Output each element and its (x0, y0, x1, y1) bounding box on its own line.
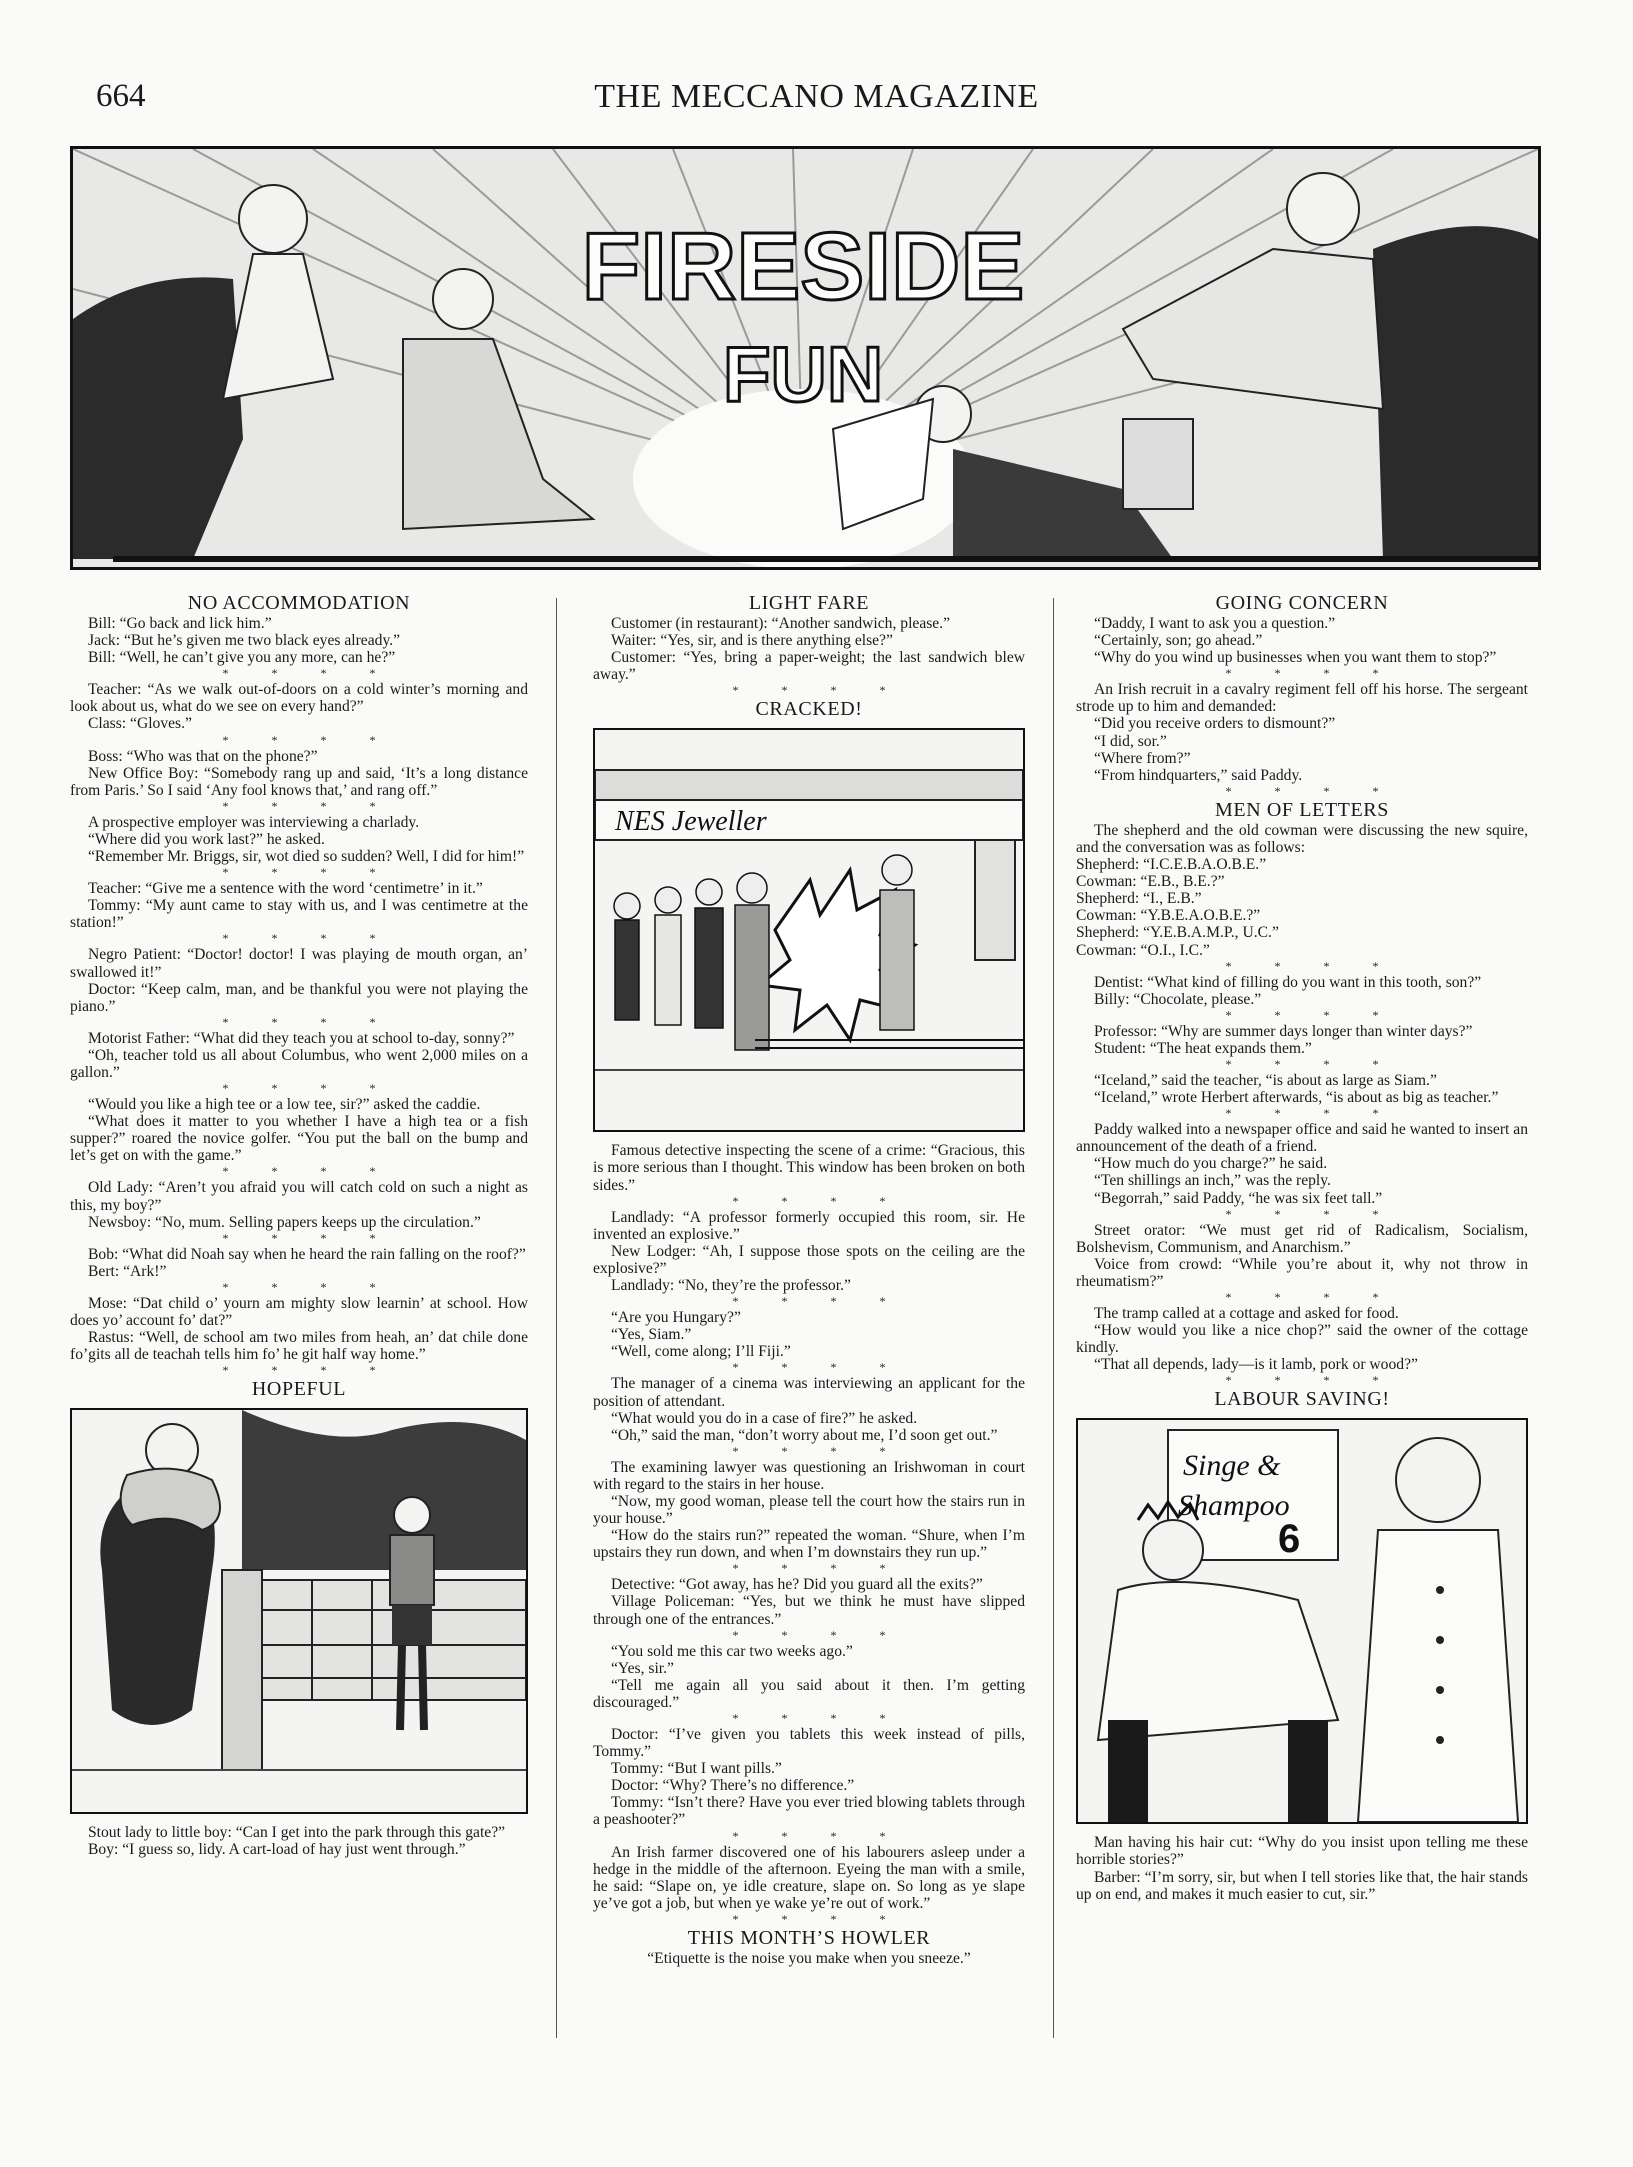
joke-line: Cowman: “E.B., B.E.?” (1076, 873, 1225, 891)
joke-line: Class: “Gloves.” (88, 715, 192, 733)
star-divider: * * * * (732, 1711, 906, 1725)
column-rule-2 (1053, 598, 1054, 2038)
radio-set (1123, 419, 1193, 509)
star-divider: * * * * (222, 732, 396, 747)
star-divider: * * * * (1225, 1007, 1399, 1022)
joke-line: “Tell me again all you said about it then. I’m getting discouraged.” (593, 1676, 1025, 1711)
howler-text: “Etiquette is the noise you make when you sneeze.” (647, 1949, 971, 1967)
joke-line: “I did, sor.” (1094, 732, 1167, 750)
joke-line: Paddy walked into a newspaper office and said he wanted to insert an announcement of the death of a friend. (1076, 1121, 1528, 1156)
joke-line: Boss: “Who was that on the phone?” (88, 747, 318, 765)
joke-line: “Certainly, son; go ahead.” (1094, 632, 1263, 650)
joke-line: Bert: “Ark!” (88, 1262, 167, 1280)
column-2 (593, 592, 1025, 1967)
joke-line: Teacher: “As we walk out-of-doors on a cold winter’s morning and look about us, what do we see on every hand?” (70, 681, 528, 716)
joke-line: “How would you like a nice chop?” said the owner of the cottage kindly. (1076, 1322, 1528, 1357)
joke-line: “Did you receive orders to dismount?” (1094, 715, 1336, 733)
joke-line: Village Policeman: “Yes, but we think he must have slipped through one of the entrances.” (593, 1593, 1025, 1628)
joke-line: Shepherd: “Y.E.B.A.M.P., U.C.” (1076, 924, 1279, 942)
heading-labour-saving: LABOUR SAVING! (1214, 1388, 1390, 1411)
cracked-caption: Famous detective inspecting the scene of a crime: “Gracious, this is more serious than I thought. This window has been broken on both sides.” (593, 1142, 1025, 1194)
labour-saving-illustration (1078, 1420, 1526, 1822)
joke-line: Motorist Father: “What did they teach you at school to-day, sonny?” (88, 1029, 515, 1047)
star-divider: * * * * (1225, 1106, 1399, 1121)
joke-line: Bill: “Go back and lick him.” (88, 615, 272, 632)
joke-line: Mose: “Dat child o’ yourn am mighty slow learnin’ at school. How does yo’ account fo’ dat?” (70, 1294, 528, 1329)
banner-illustration (73, 149, 1538, 567)
star-divider: * * * * (732, 1561, 906, 1576)
star-divider: * * * * (222, 666, 396, 681)
joke-line: The tramp called at a cottage and asked for food. (1094, 1305, 1399, 1322)
joke-line: “Where did you work last?” he asked. (88, 830, 325, 848)
trees (242, 1410, 526, 1570)
joke-line: New Office Boy: “Somebody rang up and said, ‘It’s a long distance from Paris.’ So I said ‘Any fool knows that,’ and rang off.” (70, 764, 528, 799)
joke-line: “Oh, teacher told us all about Columbus, who went 2,000 miles on a gallon.” (70, 1046, 528, 1081)
page-number: 664 (96, 78, 146, 114)
heading-men-of-letters: MEN OF LETTERS (1215, 798, 1389, 821)
joke-line: “Why do you wind up businesses when you want them to stop?” (1094, 649, 1497, 667)
joke-line: “What would you do in a case of fire?” he asked. (611, 1409, 918, 1427)
column-rule-1 (556, 598, 557, 2038)
joke-line: The manager of a cinema was interviewing an applicant for the position of attendant. (593, 1375, 1025, 1410)
banner-word-fireside: FIRESIDE (581, 213, 1025, 320)
joke-line: Rastus: “Well, de school am two miles from heah, an’ dat chile done fo’gits all de teachah tells him fo’ he git half way home.” (70, 1329, 528, 1364)
sign-line-2: Shampoo (1178, 1489, 1290, 1523)
joke-line: An Irish recruit in a cavalry regiment fell off his horse. The sergeant strode up to him and demanded: (1076, 681, 1528, 716)
little-boy-figure (394, 1497, 430, 1533)
joke-line: “Oh,” said the man, “don’t worry about me, I’d soon get out.” (611, 1426, 998, 1444)
heading-light-fare: LIGHT FARE (748, 592, 870, 614)
joke-line: Customer: “Yes, bring a paper-weight; the last sandwich blew away.” (593, 649, 1025, 684)
sign-price: 6 (1278, 1517, 1301, 1562)
joke-line: Voice from crowd: “While you’re about it, why not throw in rheumatism?” (1076, 1255, 1528, 1290)
hopeful-caption: Stout lady to little boy: “Can I get into the park through this gate?” (88, 1824, 506, 1842)
joke-line: Cowman: “Y.B.E.A.O.B.E.?” (1076, 907, 1261, 925)
joke-line: The examining lawyer was questioning an Irishwoman in court with regard to the stairs in her house. (593, 1458, 1025, 1493)
joke-line: “Well, come along; I’ll Fiji.” (611, 1343, 791, 1361)
joke-line: “What does it matter to you whether I have a high tea or a fish supper?” roared the novice golfer. “You put the ball on the bump and let’s get on with the game.” (70, 1113, 528, 1165)
star-divider: * * * * (222, 1363, 396, 1378)
joke-line: Old Lady: “Aren’t you afraid you will catch cold on such a night as this, my boy?” (70, 1179, 528, 1214)
heading-no-accommodation: NO ACCOMMODATION (187, 592, 411, 614)
star-divider: * * * * (222, 798, 396, 813)
joke-line: Student: “The heat expands them.” (1094, 1039, 1312, 1057)
joke-line: Doctor: “Keep calm, man, and be thankful you were not playing the piano.” (70, 980, 528, 1015)
magazine-title: THE MECCANO MAGAZINE (594, 78, 1039, 115)
joke-line: The shepherd and the old cowman were discussing the new squire, and the conversation was as follows: (1076, 821, 1528, 856)
star-divider: * * * * (732, 683, 906, 698)
labour-saving-caption: Man having his hair cut: “Why do you insist upon telling me these horrible stories?” (1076, 1834, 1528, 1869)
barber-chair (1108, 1720, 1148, 1822)
hopeful-cartoon (70, 1408, 528, 1814)
star-divider: * * * * (732, 1443, 906, 1458)
joke-line: New Lodger: “Ah, I suppose those spots on the ceiling are the explosive?” (593, 1242, 1025, 1277)
joke-line: Jack: “But he’s given me two black eyes already.” (88, 632, 401, 650)
joke-line: Landlady: “A professor formerly occupied this room, sir. He invented an explosive.” (593, 1208, 1025, 1243)
joke-line: “Daddy, I want to ask you a question.” (1094, 615, 1336, 632)
heading-cracked: CRACKED! (755, 698, 863, 721)
joke-line: Shepherd: “I., E.B.” (1076, 890, 1202, 908)
hopeful-illustration (72, 1410, 526, 1812)
joke-line: Dentist: “What kind of filling do you want in this tooth, son?” (1094, 973, 1482, 991)
jeweller-sign-text: NES Jeweller (615, 806, 767, 838)
star-divider: * * * * (222, 1230, 396, 1245)
joke-line: “Are you Hungary?” (611, 1309, 741, 1327)
joke-line: “Yes, Siam.” (611, 1326, 692, 1344)
joke-line: Tommy: “My aunt came to stay with us, and I was centimetre at the station!” (70, 897, 528, 932)
joke-line: Cowman: “O.I., I.C.” (1076, 941, 1210, 959)
labour-saving-cartoon (1076, 1418, 1528, 1824)
joke-line: “Remember Mr. Briggs, sir, wot died so sudden? Well, I did for him!” (88, 848, 525, 866)
joke-line: “From hindquarters,” said Paddy. (1094, 766, 1303, 784)
sign-line-1: Singe & (1183, 1449, 1281, 1483)
star-divider: * * * * (732, 1627, 906, 1642)
boy-figure (433, 269, 493, 329)
joke-line: “How do the stairs run?” repeated the woman. “Shure, when I’m upstairs they run down, and when I’m downstairs they run up.” (593, 1527, 1025, 1562)
joke-line: Landlady: “No, they’re the professor.” (611, 1277, 851, 1295)
joke-line: Bob: “What did Noah say when he heard the rain falling on the roof?” (88, 1245, 526, 1263)
joke-line: Billy: “Chocolate, please.” (1094, 990, 1262, 1008)
star-divider: * * * * (1225, 1373, 1399, 1388)
column-3 (1076, 592, 1528, 1903)
joke-line: “Yes, sir.” (611, 1659, 674, 1677)
heading-howler: THIS MONTH’S HOWLER (687, 1926, 931, 1949)
star-divider: * * * * (732, 1911, 906, 1926)
joke-line: Tommy: “But I want pills.” (611, 1760, 782, 1778)
star-divider: * * * * (1225, 666, 1399, 681)
joke-line: “Where from?” (1094, 749, 1191, 767)
heading-hopeful: HOPEFUL (251, 1378, 347, 1401)
star-divider: * * * * (1225, 1290, 1399, 1304)
father-figure (1287, 173, 1359, 245)
armchair-right (1373, 226, 1538, 559)
joke-line: “Now, my good woman, please tell the court how the stairs run in your house.” (593, 1492, 1025, 1528)
joke-line: “Iceland,” wrote Herbert afterwards, “is about as big as teacher.” (1094, 1089, 1499, 1107)
joke-line: A prospective employer was interviewing a charlady. (88, 813, 420, 831)
barber-head (1396, 1438, 1480, 1522)
hopeful-caption: Boy: “I guess so, lidy. A cart-load of hay just went through.” (88, 1841, 466, 1859)
column-1 (70, 592, 528, 1858)
joke-line: Negro Patient: “Doctor! doctor! I was playing de mouth organ, an’ swallowed it!” (70, 946, 528, 981)
joke-line: Doctor: “I’ve given you tablets this week instead of pills, Tommy.” (593, 1726, 1025, 1761)
star-divider: * * * * (222, 1164, 396, 1179)
cracked-cartoon (593, 728, 1025, 1132)
star-divider: * * * * (222, 1279, 396, 1294)
joke-line: Teacher: “Give me a sentence with the word ‘centimetre’ in it.” (88, 880, 483, 898)
joke-line: “That all depends, lady—is it lamb, pork or wood?” (1094, 1356, 1418, 1374)
banner-word-fun: FUN (722, 330, 884, 418)
star-divider: * * * * (1225, 1056, 1399, 1071)
joke-line: Bill: “Well, he can’t give you any more, can he?” (88, 649, 396, 667)
joke-line: Newsboy: “No, mum. Selling papers keeps up the circulation.” (88, 1213, 481, 1231)
joke-line: Shepherd: “I.C.E.B.A.O.B.E.” (1076, 856, 1267, 874)
star-divider: * * * * (222, 1014, 396, 1029)
star-divider: * * * * (1225, 1206, 1399, 1221)
star-divider: * * * * (1225, 783, 1399, 798)
star-divider: * * * * (732, 1193, 906, 1208)
joke-line: Customer (in restaurant): “Another sandwich, please.” (611, 615, 951, 632)
star-divider: * * * * (1225, 958, 1399, 973)
star-divider: * * * * (732, 1294, 906, 1309)
joke-line: “Would you like a high tee or a low tee, sir?” asked the caddie. (88, 1096, 481, 1114)
joke-line: Doctor: “Why? There’s no difference.” (611, 1777, 855, 1795)
barber-coat (1358, 1530, 1518, 1822)
star-divider: * * * * (732, 1828, 906, 1843)
armchair-left (73, 277, 243, 559)
star-divider: * * * * (222, 865, 396, 880)
joke-line: Detective: “Got away, has he? Did you guard all the exits?” (611, 1576, 983, 1594)
star-divider: * * * * (732, 1360, 906, 1375)
joke-line: Professor: “Why are summer days longer than winter days?” (1094, 1022, 1473, 1040)
cracked-illustration (595, 730, 1023, 1130)
joke-line: Street orator: “We must get rid of Radicalism, Socialism, Bolshevism, Communism, and Anarchism.” (1076, 1221, 1528, 1256)
joke-line: Tommy: “Isn’t there? Have you ever tried blowing tablets through a peashooter?” (593, 1794, 1025, 1829)
heading-going-concern: GOING CONCERN (1215, 592, 1389, 614)
star-divider: * * * * (222, 931, 396, 946)
joke-line: “Ten shillings an inch,” was the reply. (1094, 1172, 1331, 1190)
joke-line: Waiter: “Yes, sir, and is there anything else?” (611, 632, 893, 650)
joke-line: “Iceland,” said the teacher, “is about as large as Siam.” (1094, 1071, 1437, 1089)
joke-line: “How much do you charge?” he said. (1094, 1155, 1328, 1173)
joke-line: “Begorrah,” said Paddy, “he was six feet tall.” (1094, 1189, 1383, 1207)
gate-post (222, 1570, 262, 1770)
fireside-fun-banner (70, 146, 1541, 570)
mother-figure (239, 185, 307, 253)
labour-saving-caption: Barber: “I’m sorry, sir, but when I tell stories like that, the hair stands up on end, and makes it much easier to cut, sir.” (1076, 1868, 1528, 1903)
customer-head (1143, 1520, 1203, 1580)
joke-line: An Irish farmer discovered one of his labourers asleep under a hedge in the middle of the afternoon. Eyeing the man with a smile, he said: “Slape on, ye idle creature, slape on. So long as ye slape ye’ve got a job, but when ye wake ye’re out of work.” (593, 1843, 1025, 1912)
star-divider: * * * * (222, 1081, 396, 1096)
joke-line: “You sold me this car two weeks ago.” (611, 1642, 853, 1660)
